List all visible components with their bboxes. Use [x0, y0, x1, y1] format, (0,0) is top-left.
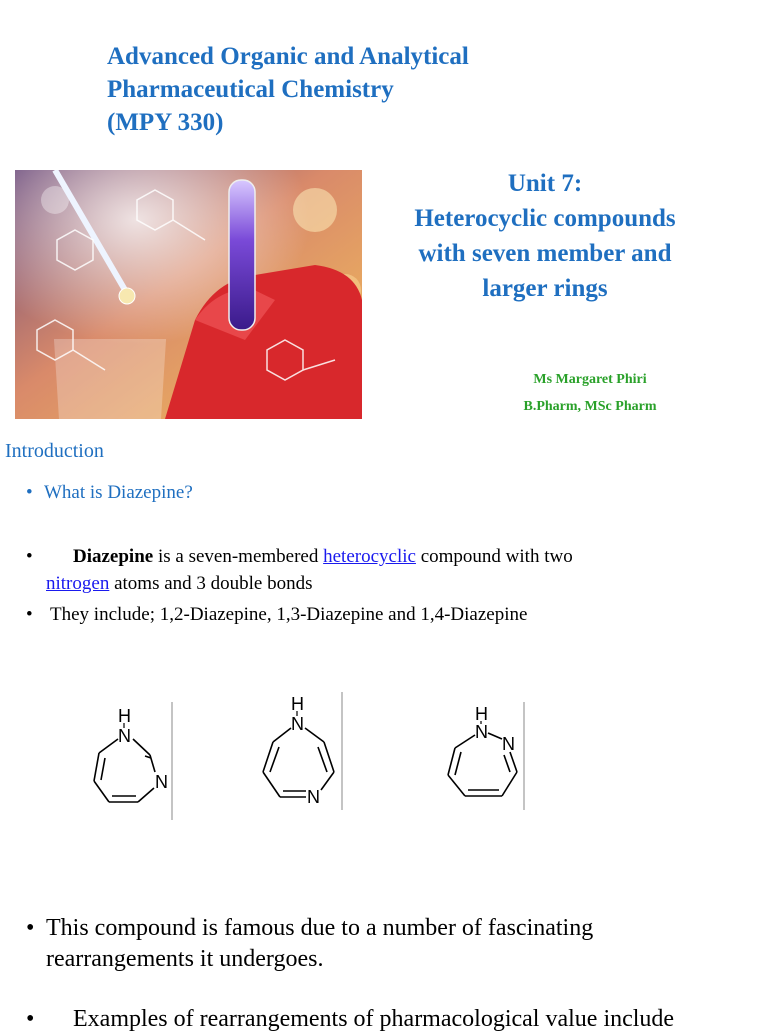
- definition-paragraph: [26, 543, 726, 597]
- lab-hero-image: [15, 170, 362, 419]
- definition-text-2: compound with two: [415, 546, 573, 567]
- struct1-n2-label: N: [155, 772, 168, 792]
- course-title: Advanced Organic and Analytical Pharmaceutical Chemistry (MPY 330): [107, 43, 469, 136]
- section-heading: Introduction: [5, 440, 104, 462]
- unit-title-line3: larger rings: [482, 275, 608, 302]
- bullet-marker: •: [26, 1006, 35, 1032]
- definition-term: Diazepine: [73, 546, 154, 567]
- unit-title-line1: Heterocyclic compounds: [414, 205, 676, 232]
- author-name: Ms Margaret Phiri: [533, 372, 647, 387]
- bullet-marker: •: [26, 915, 35, 941]
- structure-1-3-diazepine: [85, 700, 175, 822]
- struct2-n2-label: N: [307, 787, 320, 807]
- famous-paragraph: [26, 913, 746, 975]
- bullet-marker: •: [26, 604, 33, 625]
- link-heterocyclic[interactable]: heterocyclic: [323, 546, 416, 567]
- link-nitrogen[interactable]: nitrogen: [46, 573, 110, 594]
- author-credentials: B.Pharm, MSc Pharm: [523, 399, 657, 414]
- examples-text: Examples of rearrangements of pharmacological value include: [73, 1006, 675, 1032]
- definition-text-1: is a seven-membered: [153, 546, 324, 567]
- struct2-n1-label: N: [291, 714, 304, 734]
- examples-paragraph: [26, 1004, 766, 1035]
- author-block: [480, 366, 700, 420]
- struct1-h-label: H: [118, 706, 131, 726]
- unit-title-line2: with seven member and: [418, 240, 672, 267]
- famous-text-1: This compound is famous due to a number of fascinating: [46, 915, 594, 941]
- structure-1-4-diazepine: [256, 690, 346, 812]
- include-text: They include; 1,2-Diazepine, 1,3-Diazepine and 1,4-Diazepine: [50, 604, 528, 625]
- struct2-h-label: H: [291, 694, 304, 714]
- struct3-h-label: H: [475, 704, 488, 724]
- unit-number: Unit 7:: [507, 170, 583, 197]
- unit-title: [385, 166, 705, 306]
- struct3-n2-label: N: [502, 734, 515, 754]
- bullet-marker: •: [26, 546, 33, 567]
- famous-text-2: rearrangements it undergoes.: [46, 946, 324, 972]
- struct3-n1-label: N: [475, 722, 488, 742]
- definition-text-3: atoms and 3 double bonds: [109, 573, 313, 594]
- include-bullet: [26, 601, 726, 628]
- question-bullet: [26, 482, 193, 504]
- question-text: What is Diazepine?: [44, 482, 193, 503]
- struct1-n1-label: N: [118, 726, 131, 746]
- structure-1-2-diazepine: [440, 700, 530, 812]
- bullet-marker: •: [26, 482, 33, 503]
